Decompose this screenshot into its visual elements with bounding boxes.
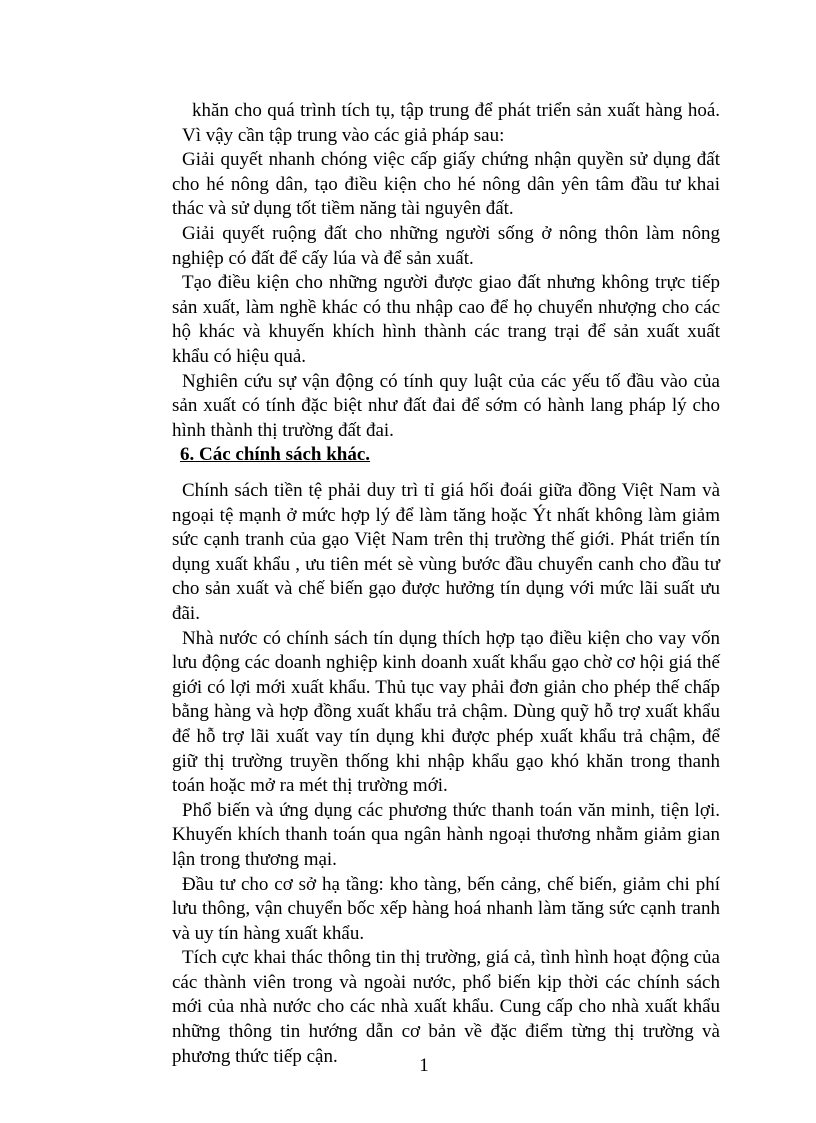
paragraph-2: Giải quyết nhanh chóng việc cấp giấy chứng nhận quyền sử dụng đất cho hé nông dân, tạo điều kiện cho hé nông dân yên tâm đầu tư khai thác và sử dụng tốt tiềm năng tài nguyên đất.: [172, 149, 720, 220]
paragraph-6: Chính sách tiền tệ phải duy trì tỉ giá hối đoái giữa đồng Việt Nam và ngoại tệ mạnh ở mức hợp lý để làm tăng hoặc Ýt nhất không làm giảm sức cạnh tranh của gạo Việt Nam trên thị trường thế giới. Phát triển tín dụng xuất khẩu , ưu tiên mét sè vùng bước đầu chuyển canh cho đầu tư cho sản xuất và chế biến gạo được hưởng tín dụng với mức lãi suất ưu đãi.: [172, 480, 720, 624]
paragraph-3: Giải quyết ruộng đất cho những người sống ở nông thôn làm nông nghiệp có đất để cấy lúa và để sản xuất.: [172, 222, 720, 269]
section-heading: 6. Các chính sách khác.: [180, 444, 371, 465]
paragraph-8: Phổ biến và ứng dụng các phương thức thanh toán văn minh, tiện lợi. Khuyến khích thanh toán qua ngân hành ngoại thương nhằm giảm gian lận trong thương mại.: [172, 799, 720, 870]
paragraph-5: Nghiên cứu sự vận động có tính quy luật của các yếu tố đầu vào của sản xuất có tính đặc biệt như đất đai để sớm có hành lang pháp lý cho hình thành thị trường đất đai.: [172, 370, 720, 441]
body-text-top: [172, 99, 720, 443]
paragraph-1: khăn cho quá trình tích tụ, tập trung để phát triển sản xuất hàng hoá. Vì vậy cần tập trung vào các giả pháp sau:: [182, 100, 720, 146]
body-text-bottom: [172, 479, 720, 1069]
paragraph-4: Tạo điều kiện cho những người được giao đất nhưng không trực tiếp sản xuất, làm nghề khác có thu nhập cao để họ chuyển nhượng cho các hộ khác và khuyến khích hình thành các trang trại để sản xuất xuất khẩu có hiệu quả.: [172, 272, 720, 367]
paragraph-10: Tích cực khai thác thông tin thị trường, giá cả, tình hình hoạt động của các thành viên trong và ngoài nước, phổ biến kịp thời các chính sách mới của nhà nước cho các nhà xuất khẩu. Cung cấp cho nhà xuất khẩu những thông tin hướng dẫn cơ bản về đặc điểm từng thị trường và phương thức tiếp cận.: [172, 947, 720, 1067]
paragraph-9: Đầu tư cho cơ sở hạ tầng: kho tàng, bến cảng, chế biến, giảm chi phí lưu thông, vận chuyển bốc xếp hàng hoá nhanh làm tăng sức cạnh tranh và uy tín hàng xuất khẩu.: [172, 873, 720, 944]
page-number: 1: [419, 1055, 429, 1076]
paragraph-7: Nhà nước có chính sách tín dụng thích hợp tạo điều kiện cho vay vốn lưu động các doanh nghiệp kinh doanh xuất khẩu gạo chờ cơ hội giá thế giới có lợi mới xuất khẩu. Thủ tục vay phải đơn giản cho phép thế chấp bằng hàng và hợp đồng xuất khẩu trả chậm. Dùng quỹ hỗ trợ xuất khẩu để hỗ trợ lãi xuất vay tín dụng khi được phép xuất khẩu trả chậm, để giữ thị trường truyền thống khi nhập khẩu gạo khó khăn trong thanh toán hoặc mở ra mét thị trường mới.: [172, 627, 720, 797]
